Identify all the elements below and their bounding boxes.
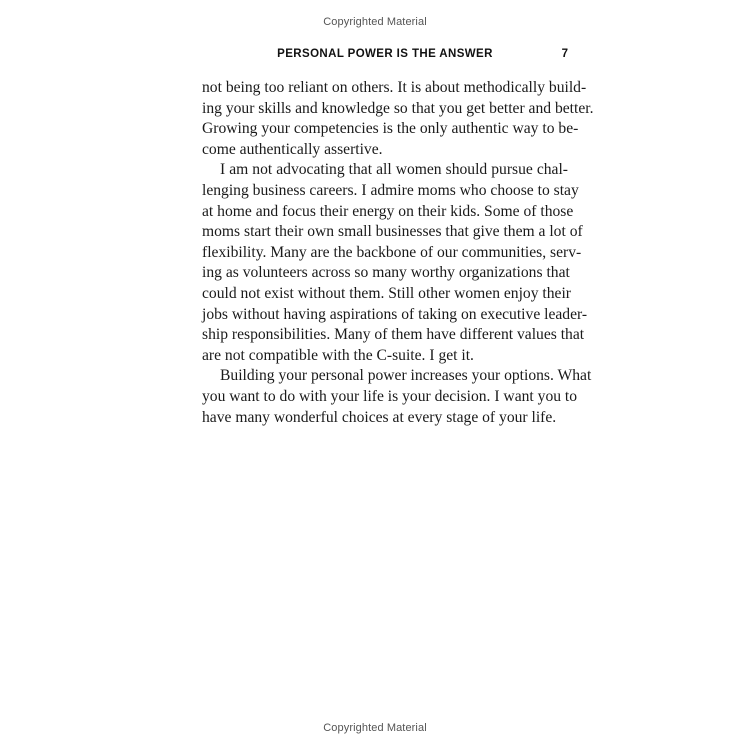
text-line: ing your skills and knowledge so that you get better and better.	[202, 99, 594, 117]
copyright-watermark-bottom: Copyrighted Material	[323, 722, 427, 734]
text-line: have many wonderful choices at every stage of your life.	[202, 408, 557, 426]
text-line: are not compatible with the C-suite. I get it.	[202, 346, 474, 364]
copyright-watermark-top: Copyrighted Material	[323, 16, 427, 28]
text-line: jobs without having aspirations of taking on executive leader-	[202, 305, 588, 323]
text-line: you want to do with your life is your decision. I want you to	[202, 387, 578, 405]
text-line: lenging business careers. I admire moms who choose to stay	[202, 181, 579, 199]
text-line: Building your personal power increases your options. What	[220, 367, 592, 385]
running-head	[202, 48, 568, 66]
paragraph-2	[202, 160, 588, 366]
body-text	[202, 78, 594, 428]
text-line: could not exist without them. Still other women enjoy their	[202, 284, 572, 302]
paragraph-3	[202, 366, 592, 428]
running-title: PERSONAL POWER IS THE ANSWER	[277, 48, 493, 60]
text-line: Growing your competencies is the only authentic way to be-	[202, 120, 579, 138]
text-line: I am not advocating that all women should pursue chal-	[220, 161, 568, 179]
page-number: 7	[561, 48, 568, 60]
paragraph-1	[202, 78, 594, 160]
text-line: at home and focus their energy on their kids. Some of those	[202, 202, 574, 220]
text-line: flexibility. Many are the backbone of our communities, serv-	[202, 243, 582, 261]
text-line: ship responsibilities. Many of them have different values that	[202, 326, 585, 344]
text-line: moms start their own small businesses that give them a lot of	[202, 223, 583, 241]
text-line: ing as volunteers across so many worthy organizations that	[202, 264, 570, 282]
text-line: not being too reliant on others. It is about methodically build-	[202, 79, 587, 96]
text-line: come authentically assertive.	[202, 140, 383, 158]
